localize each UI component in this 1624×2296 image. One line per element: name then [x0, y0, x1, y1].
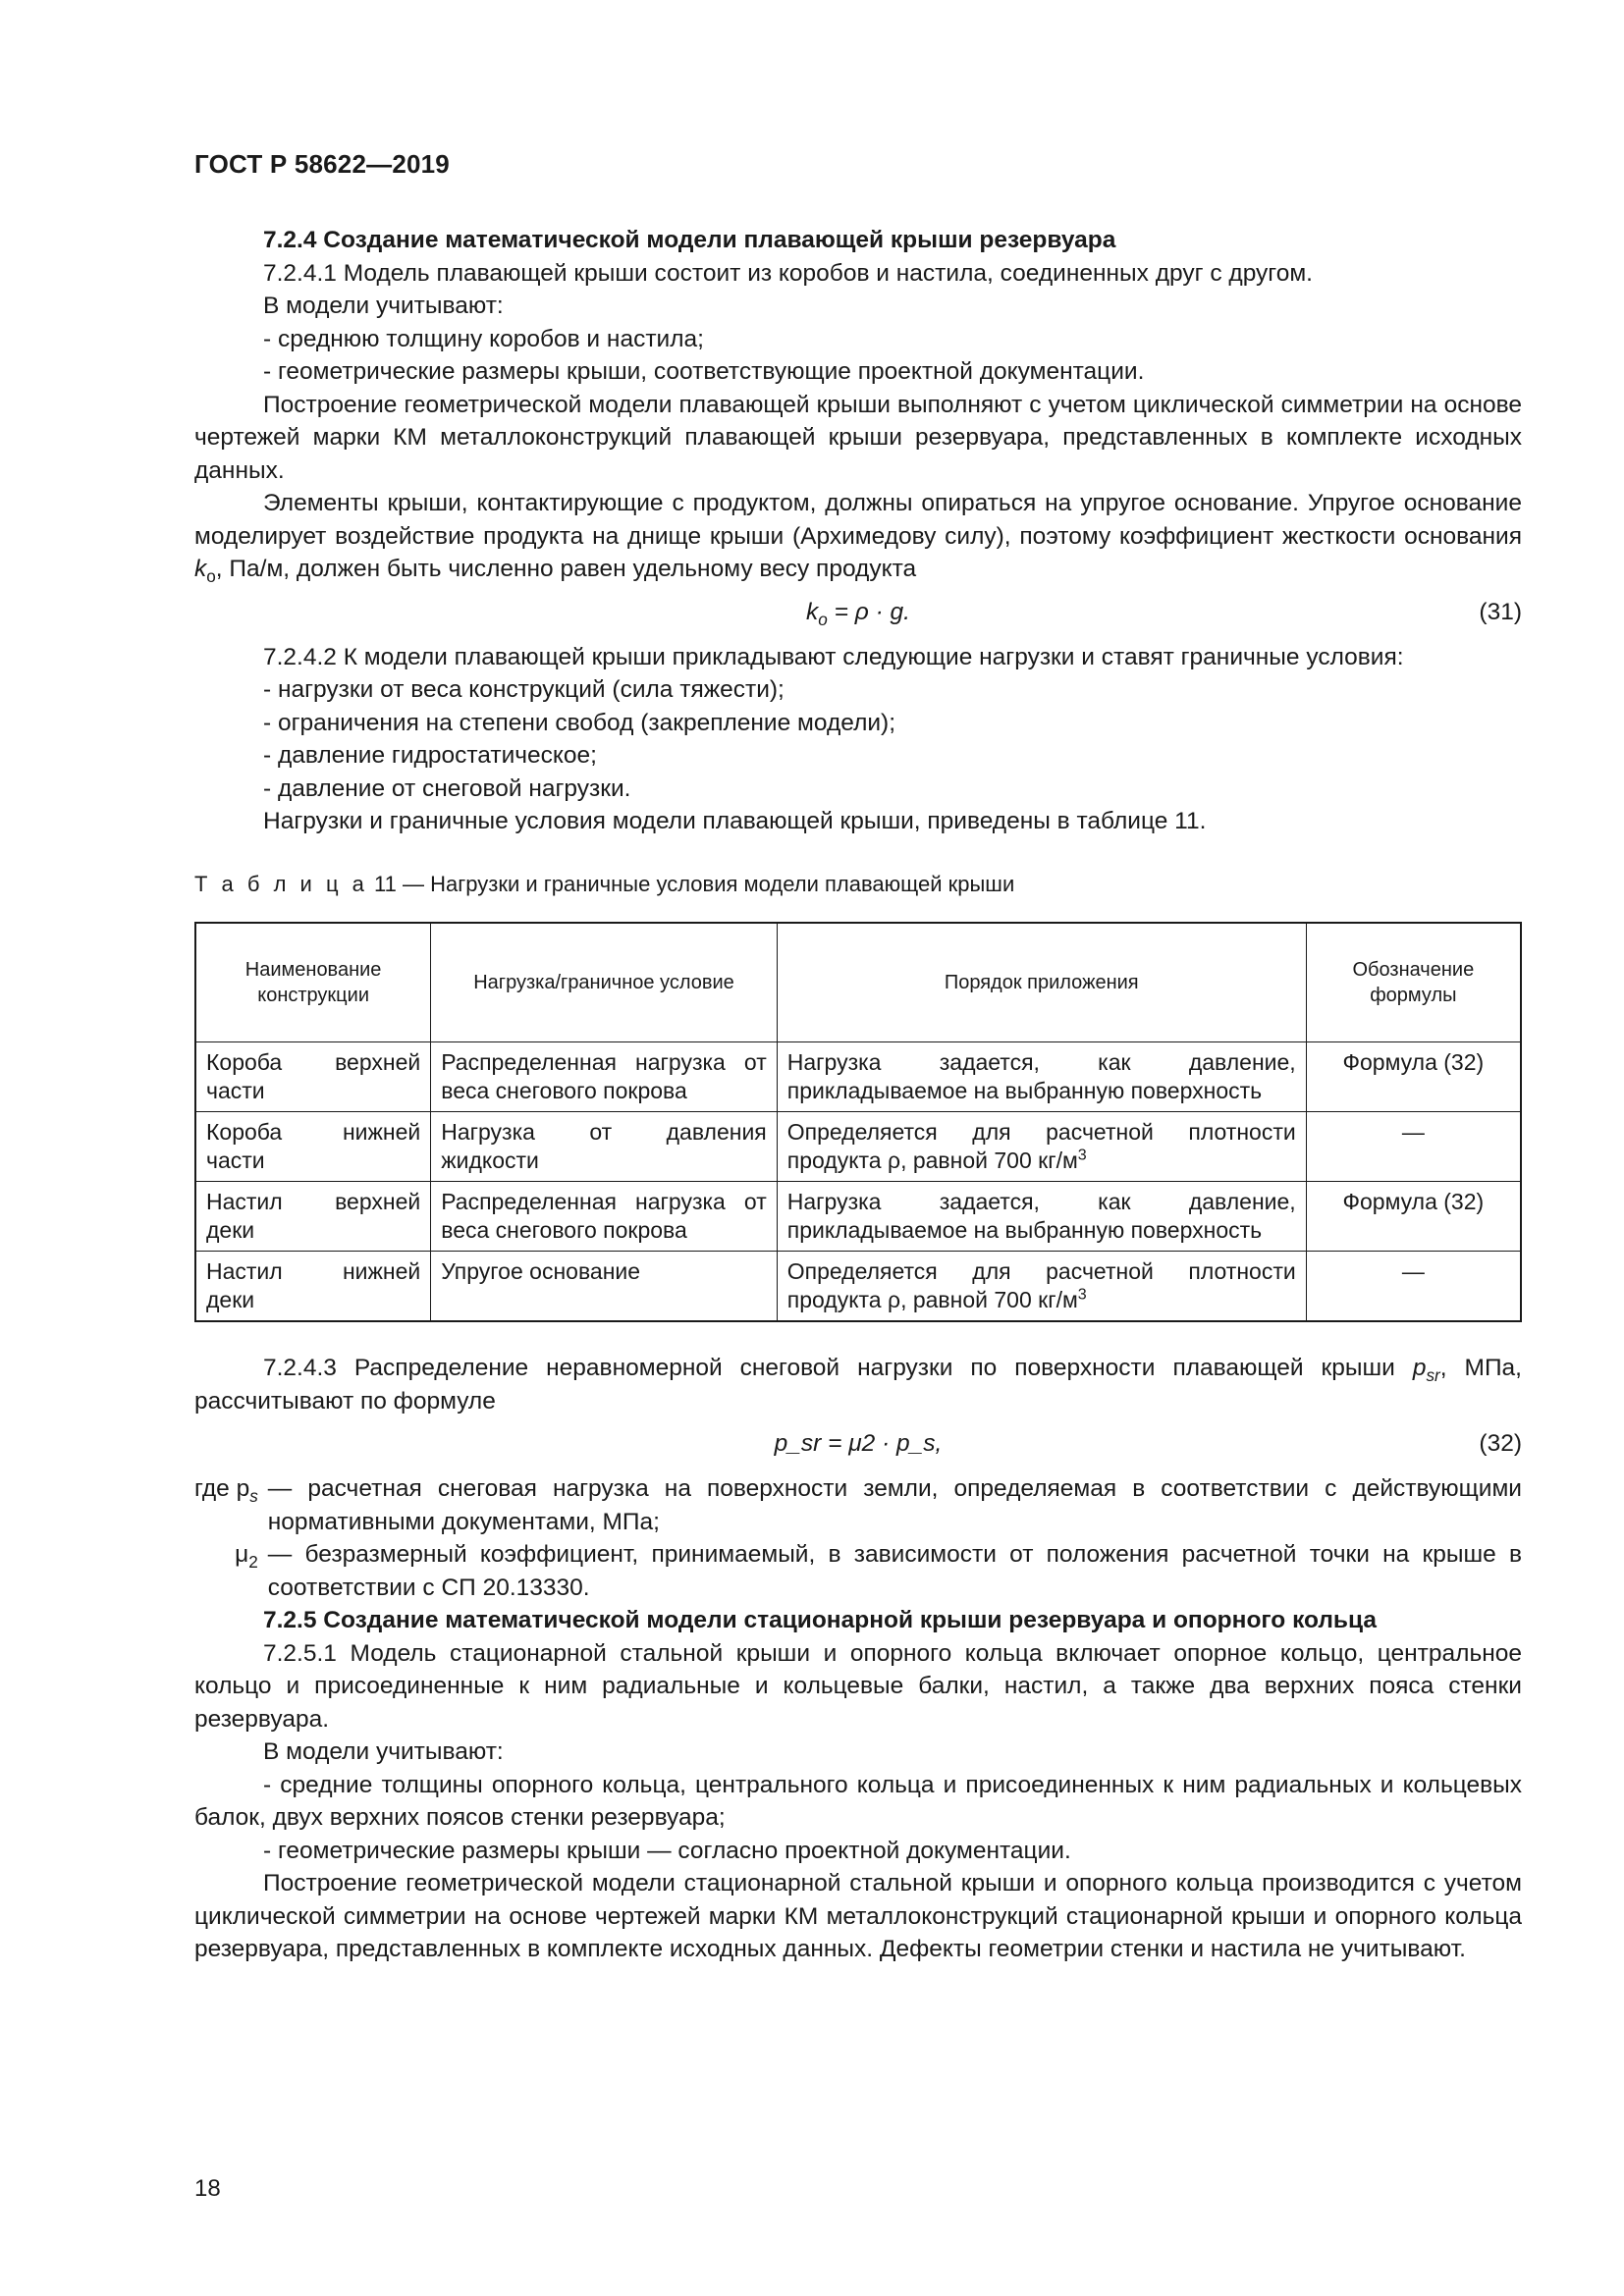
table-11-caption: Т а б л и ц а 11 — Нагрузки и граничные условия модели плавающей крыши: [194, 871, 1015, 896]
page-content: [194, 224, 1522, 1966]
table-cell-name: Короба нижней части: [195, 1112, 431, 1182]
table-cell-name: Настил верхней деки: [195, 1182, 431, 1252]
elastic-foundation-paragraph: Элементы крыши, контактирующие с продуктом, должны опираться на упругое основание. Упругое основание моделирует воздействие продукта на днище крыши (Архимедову силу), поэтому коэффициент жесткости основания $k_o$, Па/м, должен быть численно равен удельному весу продукта: [194, 490, 1522, 586]
table-cell-name: Короба верхней части: [195, 1042, 431, 1112]
table-cell-formula: Формула (32): [1306, 1042, 1521, 1112]
formula-32: [194, 1427, 1522, 1463]
table-header-row: [195, 923, 1521, 1042]
table-row: [195, 1182, 1521, 1252]
load-item-1: - нагрузки от веса конструкций (сила тяжести);: [263, 676, 785, 703]
legend-description: — расчетная снеговая нагрузка на поверхности земли, определяемая в соответствии с действующими нормативными документами, МПа;: [267, 1475, 1522, 1535]
table-header-cell: Порядок приложения: [777, 923, 1306, 1042]
table-header-cell: Наименование конструкции: [195, 923, 431, 1042]
section-7-2-4-title: 7.2.4 Создание математической модели плавающей крыши резервуара: [263, 227, 1116, 253]
s725-considered-item-1: - средние толщины опорного кольца, центрального кольца и присоединенных к ним радиальных и кольцевых балок, двух верхних поясов стенки резервуара;: [194, 1771, 1522, 1831]
table-cell-formula: Формула (32): [1306, 1182, 1521, 1252]
table-cell-order: Определяется для расчетной плотности продукта ρ, равной 700 $кг/м^3$: [777, 1252, 1306, 1322]
table-cell-order: Нагрузка задается, как давление, прикладываемое на выбранную поверхность: [777, 1182, 1306, 1252]
load-item-2: - ограничения на степени свобод (закрепление модели);: [263, 709, 896, 736]
table-cell-load: Распределенная нагрузка от веса снегового покрова: [431, 1182, 778, 1252]
legend-description: — безразмерный коэффициент, принимаемый, в зависимости от положения расчетной точки на крыше в соответствии с СП 20.13330.: [267, 1541, 1522, 1601]
clause-7-2-4-1: 7.2.4.1 Модель плавающей крыши состоит из коробов и настила, соединенных друг с другом.: [263, 259, 1313, 287]
table-cell-formula: —: [1306, 1252, 1521, 1322]
standard-designation: ГОСТ Р 58622—2019: [194, 149, 450, 179]
formula-32-number: (32): [1479, 1430, 1522, 1457]
page-number: 18: [194, 2175, 221, 2202]
table-cell-load: Упругое основание: [431, 1252, 778, 1322]
table-header-cell: Обозначение формулы: [1306, 923, 1521, 1042]
table-header-cell: Нагрузка/граничное условие: [431, 923, 778, 1042]
load-item-4: - давление от снеговой нагрузки.: [263, 774, 631, 802]
clause-7-2-5-1: 7.2.5.1 Модель стационарной стальной крыши и опорного кольца включает опорное кольцо, центральное кольцо и присоединенные к ним радиальные и кольцевые балки, настил, а также два верхних пояса стенки резервуара.: [194, 1639, 1522, 1733]
legend-symbol: $\mu_2$: [235, 1541, 258, 1572]
s725-considered-item-2: - геометрические размеры крыши — согласно проектной документации.: [263, 1837, 1071, 1864]
geometric-model-paragraph: Построение геометрической модели плавающей крыши выполняют с учетом циклической симметрии на основе чертежей марки КМ металлоконструкций плавающей крыши резервуара, представленных в комплекте исходных данных.: [194, 391, 1522, 484]
table-cell-load: Распределенная нагрузка от веса снегового покрова: [431, 1042, 778, 1112]
table-reference: Нагрузки и граничные условия модели плавающей крыши, приведены в таблице 11.: [263, 808, 1207, 834]
formula-31: [194, 596, 1522, 631]
formula-31-expression: $k_o = \rho \cdot g$.: [806, 598, 910, 629]
s725-considered-intro: В модели учитывают:: [263, 1738, 504, 1765]
table-cell-order: Нагрузка задается, как давление, прикладываемое на выбранную поверхность: [777, 1042, 1306, 1112]
formula-32-expression: p_sr = μ2 · p_s,: [774, 1430, 943, 1457]
formula-legend: [194, 1472, 1522, 1604]
section-7-2-5-title: 7.2.5 Создание математической модели стационарной крыши резервуара и опорного кольца: [263, 1607, 1377, 1633]
table-row: [195, 1042, 1521, 1112]
table-row: [195, 1252, 1521, 1322]
clause-7-2-4-2: 7.2.4.2 К модели плавающей крыши прикладывают следующие нагрузки и ставят граничные условия:: [263, 643, 1404, 670]
table-11: [194, 922, 1522, 1322]
table-cell-name: Настил нижней деки: [195, 1252, 431, 1322]
considered-intro: В модели учитывают:: [263, 293, 504, 319]
table-cell-order: Определяется для расчетной плотности продукта ρ, равной 700 $кг/м^3$: [777, 1112, 1306, 1182]
load-item-3: - давление гидростатическое;: [263, 742, 597, 769]
clause-7-2-4-3: 7.2.4.3 Распределение неравномерной снеговой нагрузки по поверхности плавающей крыши $p_{sr}$, МПа, рассчитывают по формуле: [194, 1355, 1522, 1415]
considered-item-1: - среднюю толщину коробов и настила;: [263, 325, 704, 352]
table-row: [195, 1112, 1521, 1182]
table-cell-formula: —: [1306, 1112, 1521, 1182]
considered-item-2: - геометрические размеры крыши, соответствующие проектной документации.: [263, 358, 1145, 385]
table-cell-load: Нагрузка от давления жидкости: [431, 1112, 778, 1182]
s725-geometric-model-paragraph: Построение геометрической модели стационарной стальной крыши и опорного кольца производится с учетом циклической симметрии на основе чертежей марки КМ металлоконструкций стационарной крыши и опорного кольца резервуара, представленных в комплекте исходных данных. Дефекты геометрии стенки и настила не учитывают.: [194, 1870, 1522, 1962]
legend-symbol: где $p_s$: [194, 1475, 258, 1506]
formula-31-number: (31): [1479, 598, 1522, 625]
